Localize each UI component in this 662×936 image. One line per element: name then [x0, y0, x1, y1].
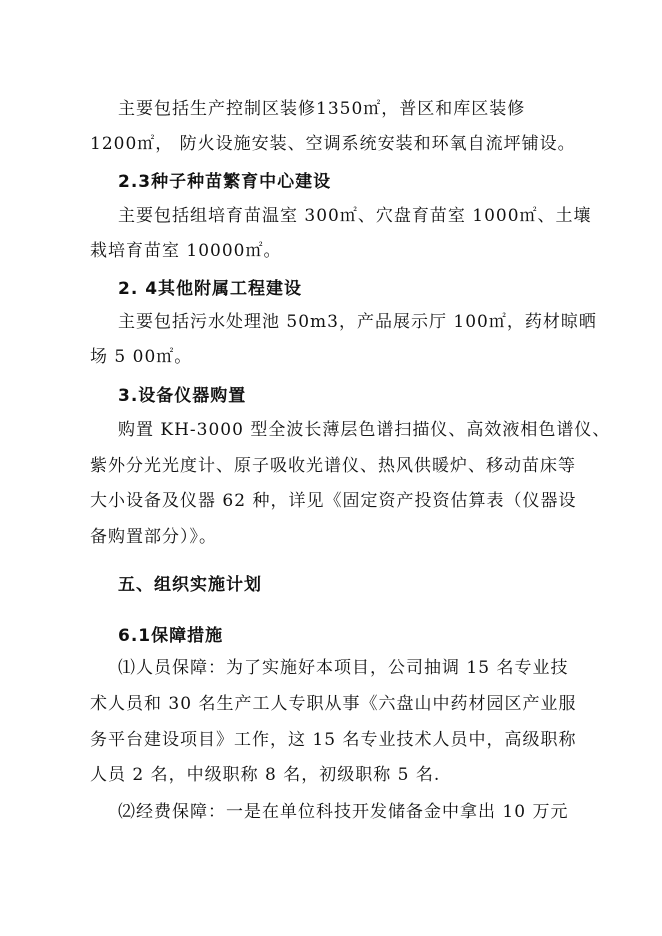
body-text-line: ⑴人员保障：为了实施好本项目，公司抽调 15 名专业技 [118, 658, 569, 678]
section-heading-6-1: 6.1保障措施 [118, 626, 224, 646]
body-text-line: 紫外分光光度计、原子吸收光谱仪、热风供暖炉、移动苗床等 [90, 456, 576, 476]
body-text-line: 人员 2 名，中级职称 8 名，初级职称 5 名. [90, 765, 441, 785]
body-text-line: 主要包括污水处理池 50m3，产品展示厅 100㎡，药材晾晒 [118, 312, 597, 332]
body-text-line: 场 5 00㎡。 [90, 347, 193, 367]
body-text-line: 大小设备及仪器 62 种，详见《固定资产投资估算表（仪器设 [90, 491, 577, 511]
body-text-line: 1200㎡， 防火设施安装、空调系统安装和环氧自流坪铺设。 [90, 134, 576, 154]
body-text-line: 栽培育苗室 10000㎡。 [90, 241, 282, 261]
body-text-line: 术人员和 30 名生产工人专职从事《六盘山中药材园区产业服 [90, 694, 577, 714]
section-heading-2-3: 2.3种子种苗繁育中心建设 [118, 172, 332, 192]
chapter-heading-5: 五、组织实施计划 [118, 575, 262, 595]
body-text-line: 务平台建设项目》工作，这 15 名专业技术人员中，高级职称 [90, 730, 577, 750]
body-text-line: 主要包括组培育苗温室 300㎡、穴盘育苗室 1000㎡、土壤 [118, 206, 592, 226]
section-heading-3: 3.设备仪器购置 [118, 386, 247, 406]
body-text-line: 购置 KH-3000 型全波长薄层色谱扫描仪、高效液相色谱仪、 [118, 420, 611, 440]
section-heading-2-4: 2. 4其他附属工程建设 [118, 279, 303, 299]
body-text-line: 备购置部分）》。 [90, 527, 217, 547]
body-text-line: ⑵经费保障：一是在单位科技开发储备金中拿出 10 万元 [118, 802, 569, 822]
body-text-line: 主要包括生产控制区装修1350㎡，普区和库区装修 [118, 99, 526, 119]
